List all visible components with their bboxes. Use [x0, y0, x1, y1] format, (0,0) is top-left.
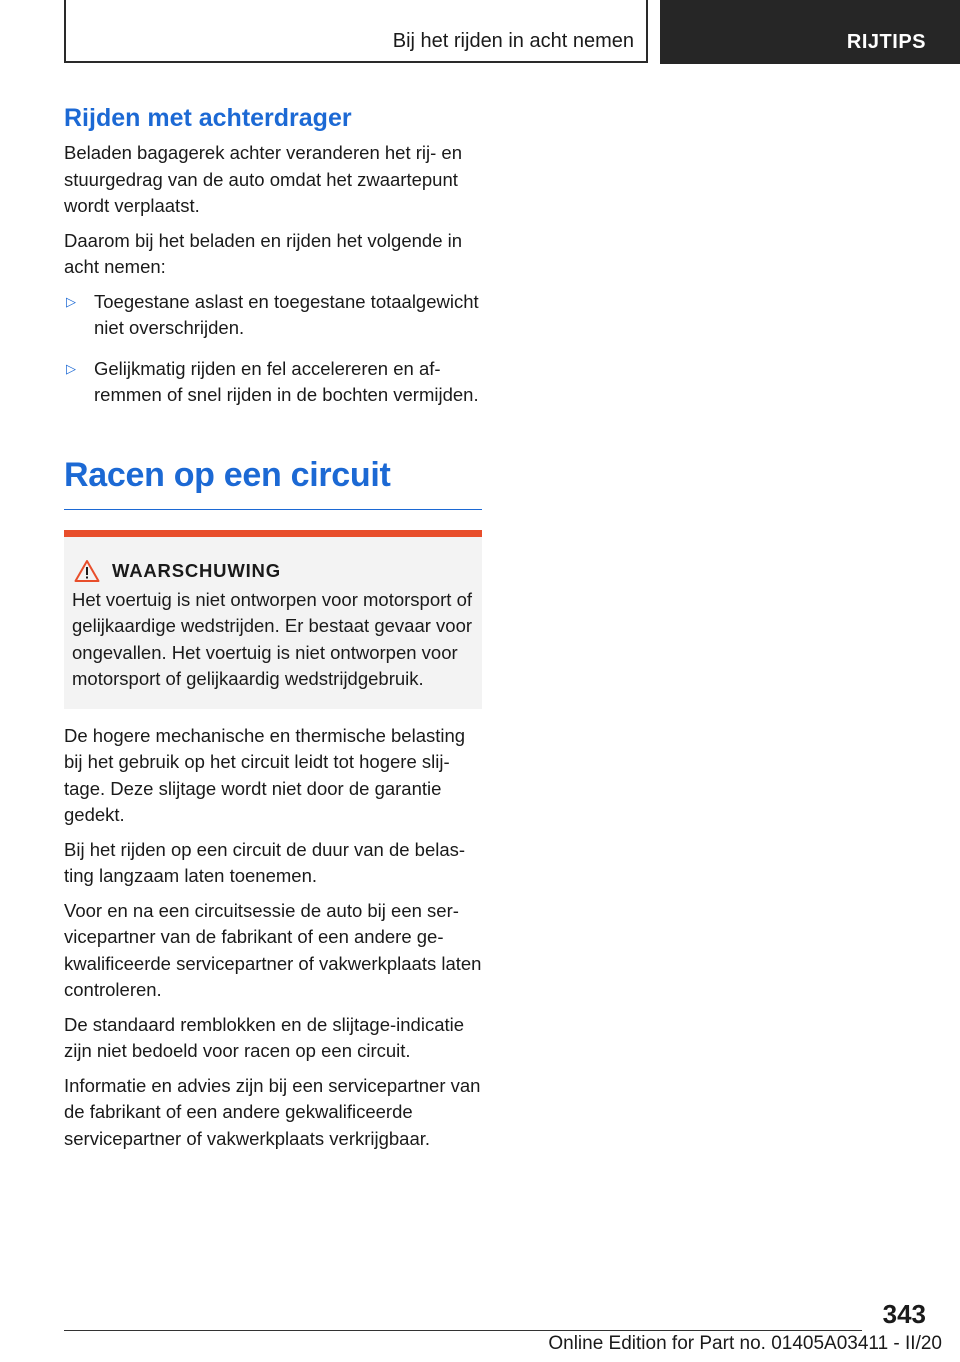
chapter-tab [660, 0, 960, 64]
page-number: 343 [882, 1299, 926, 1329]
triangle-bullet-icon: ▷ [66, 360, 76, 376]
section-heading-rijden-met-achterdrager: Rijden met achterdrager [64, 104, 352, 132]
content-column [64, 100, 482, 1160]
list-item [64, 356, 482, 409]
warning-header [72, 559, 474, 583]
section-heading-racen-op-een-circuit: Racen op een circuit [64, 423, 482, 510]
warning-text: Het voertuig is niet ontworpen voor motorsport of gelijkaardige wedstrijden. Er bestaat gevaar voor ongevallen. Het voertuig is niet ontworpen voor motorsport of gelijkaardig wedstrijdgebruik. [72, 588, 473, 689]
list-item [64, 289, 482, 342]
list-item-text: Toegestane aslast en toegestane totaalgewicht niet overschrijden. [94, 290, 479, 338]
warning-triangle-icon [74, 559, 100, 583]
paragraph: De standaard remblokken en de slijtage-indicatie zijn niet bedoeld voor racen op een circuit. [64, 1013, 465, 1061]
bullet-list [64, 289, 482, 409]
circuit-paragraphs [64, 723, 482, 1153]
paragraph: Daarom bij het beladen en rijden het volgende in acht nemen: [64, 229, 463, 277]
paragraph: De hogere mechanische en thermische belasting bij het gebruik op het circuit leidt tot hogere slijtage. Deze slijtage wordt niet door de garantie gedekt. [64, 724, 466, 825]
list-item-text: Gelijkmatig rijden en fel accelereren en afremmen of snel rijden in de bochten vermijden. [94, 357, 479, 405]
triangle-bullet-icon: ▷ [66, 293, 76, 309]
warning-box [64, 530, 482, 709]
chapter-label: RIJTIPS [846, 31, 926, 53]
warning-title: WAARSCHUWING [112, 559, 281, 581]
paragraph: Voor en na een circuitsessie de auto bij een servicepartner van de fabrikant of een andere gekwalificeerde servicepartner of vakwerkplaats laten controleren. [64, 899, 482, 1000]
paragraph: Bij het rijden op een circuit de duur van de belasting langzaam laten toenemen. [64, 838, 466, 886]
header-title: Bij het rijden in acht nemen [392, 30, 634, 52]
header-title-box [64, 0, 648, 63]
footer-divider [64, 1330, 862, 1331]
paragraph: Beladen bagagerek achter veranderen het rij- en stuurgedrag van de auto omdat het zwaartepunt wordt verplaatst. [64, 142, 463, 216]
paragraph: Informatie en advies zijn bij een servicepartner van de fabrikant of een andere gekwalificeerde servicepartner of vakwerkplaats verkrijgbaar. [64, 1074, 481, 1149]
footer-edition: Online Edition for Part no. 01405A03411 - II/20 [548, 1333, 942, 1354]
